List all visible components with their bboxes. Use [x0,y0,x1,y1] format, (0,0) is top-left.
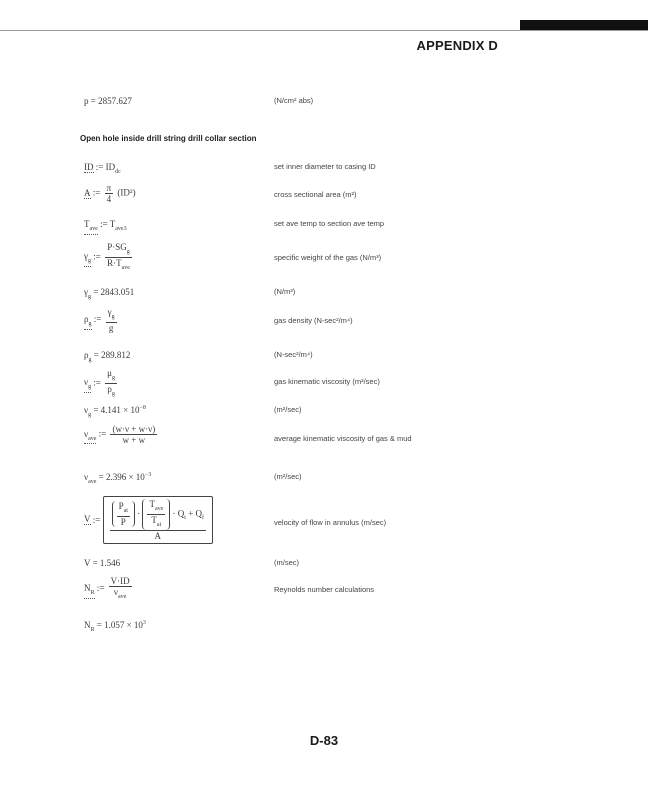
page-number: D-83 [309,733,339,748]
section-heading: Open hole inside drill string drill collar section [80,134,257,143]
header-rule [0,30,648,31]
appendix-title: APPENDIX D [416,38,498,53]
